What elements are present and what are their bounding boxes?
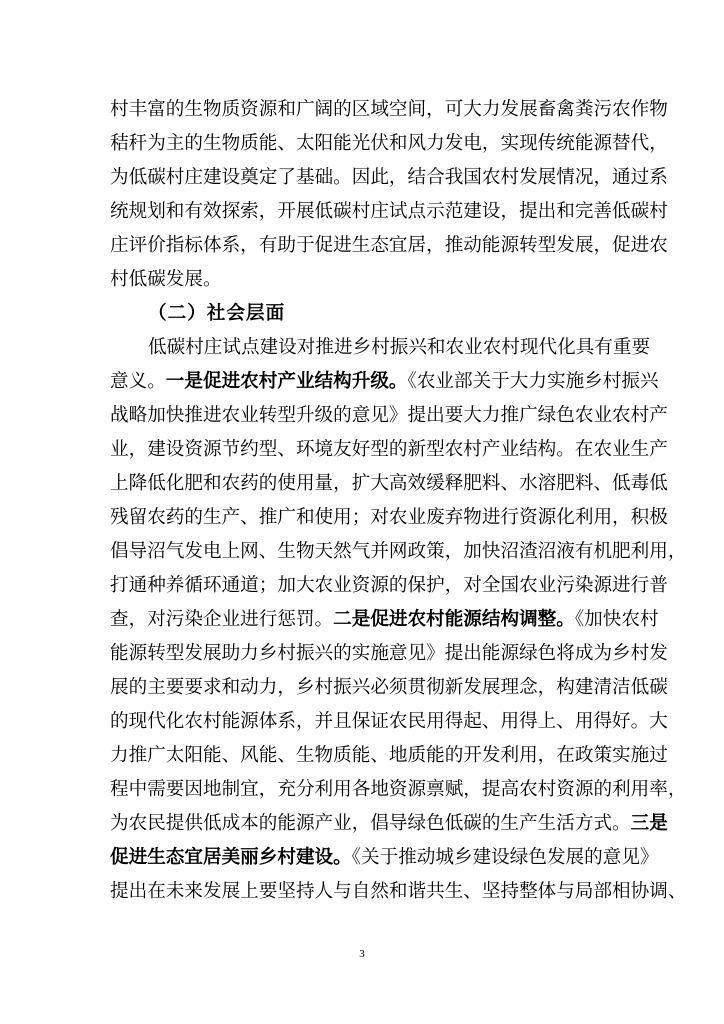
page-number: 3 xyxy=(359,948,365,960)
text-run: 查，对污染企业进行惩罚。 xyxy=(110,609,334,630)
paragraph-2-line-16 xyxy=(110,841,659,875)
text-run: 为农民提供低成本的能源产业，倡导绿色低碳的生产生活方式。 xyxy=(110,813,631,834)
bold-point-three: 促进生态宜居美丽乡村建设。 xyxy=(110,847,352,868)
paragraph-2-line-13: 力推广太阳能、风能、生物质能、地质能的开发利用，在政策实施过 xyxy=(110,745,668,766)
paragraph-2-line-15 xyxy=(110,807,668,841)
text-run: 《加快农村 xyxy=(574,609,659,630)
paragraph-2-line-5: 上降低化肥和农药的使用量，扩大高效缓释肥料、水溶肥料、低毒低 xyxy=(110,473,668,494)
paragraph-1-line-5: 庄评价指标体系，有助于促进生态宜居，推动能源转型发展，促进农 xyxy=(110,235,668,256)
paragraph-2-line-17: 提出在未来发展上要坚持人与自然和谐共生、坚持整体与局部相协调、 xyxy=(110,881,687,902)
paragraph-2-line-1: 低碳村庄试点建设对推进乡村振兴和农业农村现代化具有重要 xyxy=(148,337,651,358)
paragraph-1-line-2: 秸秆为主的生物质能、太阳能光伏和风力发电，实现传统能源替代， xyxy=(110,133,668,154)
paragraph-2-line-9 xyxy=(110,603,659,637)
paragraph-2-line-11: 展的主要要求和动力，乡村振兴必须贯彻新发展理念，构建清洁低碳 xyxy=(110,677,668,698)
paragraph-2-line-10: 能源转型发展助力乡村振兴的实施意见》提出能源绿色将成为乡村发 xyxy=(110,643,668,664)
section-heading: （二）社会层面 xyxy=(148,303,286,324)
paragraph-2-line-2 xyxy=(110,365,659,399)
paragraph-1-line-4: 统规划和有效探索，开展低碳村庄试点示范建设，提出和完善低碳村 xyxy=(110,201,668,222)
paragraph-2-line-4: 业，建设资源节约型、环境友好型的新型农村产业结构。在农业生产 xyxy=(110,439,668,460)
bold-point-three-start: 三是 xyxy=(630,813,668,834)
text-run: 《关于推动城乡建设绿色发展的意见》 xyxy=(351,847,659,868)
paragraph-1-line-3: 为低碳村庄建设奠定了基础。因此，结合我国农村发展情况，通过系 xyxy=(110,167,668,188)
paragraph-2-line-14: 程中需要因地制宜，充分利用各地资源禀赋，提高农村资源的利用率， xyxy=(110,779,687,800)
text-run: 意义。 xyxy=(110,371,166,392)
paragraph-2-line-7: 倡导沼气发电上网、生物天然气并网政策，加快沼渣沼液有机肥利用， xyxy=(110,541,687,562)
paragraph-2-line-3: 战略加快推进农业转型升级的意见》提出要大力推广绿色农业农村产 xyxy=(110,405,668,426)
paragraph-1-line-1: 村丰富的生物质资源和广阔的区域空间，可大力发展畜禽粪污农作物 xyxy=(110,99,668,120)
bold-point-one: 一是促进农村产业结构升级。 xyxy=(165,371,408,392)
paragraph-1-line-6: 村低碳发展。 xyxy=(110,269,222,290)
paragraph-2-line-12: 的现代化农村能源体系，并且保证农民用得起、用得上、用得好。大 xyxy=(110,711,668,732)
paragraph-2-line-6: 残留农药的生产、推广和使用；对农业废弃物进行资源化利用，积极 xyxy=(110,507,668,528)
paragraph-2-line-8: 打通种养循环通道；加大农业资源的保护，对全国农业污染源进行普 xyxy=(110,575,668,596)
text-run: 《农业部关于大力实施乡村振兴 xyxy=(407,371,659,392)
bold-point-two: 二是促进农村能源结构调整。 xyxy=(333,609,575,630)
